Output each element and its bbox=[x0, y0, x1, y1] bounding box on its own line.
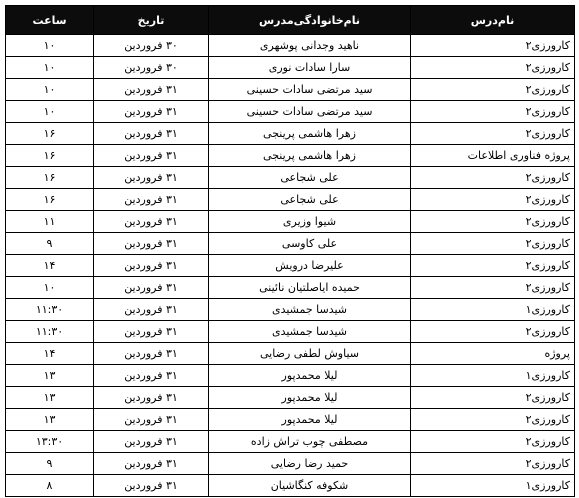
cell-time: ۹ bbox=[6, 453, 94, 475]
cell-date: ۳۱ فروردین bbox=[94, 123, 209, 145]
cell-date: ۳۱ فروردین bbox=[94, 299, 209, 321]
cell-date: ۳۱ فروردین bbox=[94, 211, 209, 233]
cell-teacher: ناهید وجدانی پوشهری bbox=[209, 35, 411, 57]
cell-time: ۱۱ bbox=[6, 211, 94, 233]
schedule-table bbox=[5, 5, 575, 497]
cell-time: ۱۳ bbox=[6, 365, 94, 387]
table-row bbox=[6, 57, 575, 79]
cell-course: کارورزی۱ bbox=[411, 299, 575, 321]
cell-teacher: حمید رضا رضایی bbox=[209, 453, 411, 475]
cell-date: ۳۱ فروردین bbox=[94, 431, 209, 453]
cell-course: کارورزی۲ bbox=[411, 101, 575, 123]
cell-teacher: زهرا هاشمی پرینجی bbox=[209, 123, 411, 145]
cell-teacher: شکوفه کنگاشیان bbox=[209, 475, 411, 497]
cell-teacher: لیلا محمدپور bbox=[209, 409, 411, 431]
cell-teacher: لیلا محمدپور bbox=[209, 365, 411, 387]
table-body bbox=[6, 35, 575, 497]
cell-teacher: علی شجاعی bbox=[209, 189, 411, 211]
cell-date: ۳۱ فروردین bbox=[94, 387, 209, 409]
cell-time: ۱۰ bbox=[6, 101, 94, 123]
cell-teacher: لیلا محمدپور bbox=[209, 387, 411, 409]
schedule-sheet bbox=[5, 5, 574, 493]
cell-teacher: شیدسا جمشیدی bbox=[209, 299, 411, 321]
cell-time: ۹ bbox=[6, 233, 94, 255]
cell-date: ۳۱ فروردین bbox=[94, 255, 209, 277]
cell-date: ۳۱ فروردین bbox=[94, 167, 209, 189]
cell-course: کارورزی۲ bbox=[411, 57, 575, 79]
cell-course: کارورزی۲ bbox=[411, 189, 575, 211]
cell-date: ۳۱ فروردین bbox=[94, 277, 209, 299]
cell-time: ۱۴ bbox=[6, 255, 94, 277]
table-row bbox=[6, 79, 575, 101]
table-row bbox=[6, 387, 575, 409]
cell-date: ۳۱ فروردین bbox=[94, 475, 209, 497]
cell-course: کارورزی۲ bbox=[411, 321, 575, 343]
cell-date: ۳۱ فروردین bbox=[94, 343, 209, 365]
cell-course: کارورزی۲ bbox=[411, 255, 575, 277]
cell-teacher: سید مرتضی سادات حسینی bbox=[209, 79, 411, 101]
table-row bbox=[6, 35, 575, 57]
cell-time: ۱۰ bbox=[6, 57, 94, 79]
cell-date: ۳۱ فروردین bbox=[94, 409, 209, 431]
cell-time: ۱۱:۳۰ bbox=[6, 299, 94, 321]
header-time: ساعت bbox=[6, 6, 94, 35]
cell-date: ۳۱ فروردین bbox=[94, 145, 209, 167]
table-header bbox=[6, 6, 575, 35]
cell-course: کارورزی۲ bbox=[411, 233, 575, 255]
cell-course: کارورزی۲ bbox=[411, 79, 575, 101]
header-teacher: نام‌خانوادگی‌مدرس bbox=[209, 6, 411, 35]
table-row bbox=[6, 211, 575, 233]
cell-course: کارورزی۲ bbox=[411, 35, 575, 57]
cell-date: ۳۱ فروردین bbox=[94, 79, 209, 101]
cell-course: کارورزی۲ bbox=[411, 409, 575, 431]
cell-date: ۳۰ فروردین bbox=[94, 57, 209, 79]
cell-time: ۱۳ bbox=[6, 409, 94, 431]
cell-time: ۱۳:۳۰ bbox=[6, 431, 94, 453]
cell-teacher: مصطفی چوب تراش زاده bbox=[209, 431, 411, 453]
header-row bbox=[6, 6, 575, 35]
cell-course: کارورزی۱ bbox=[411, 365, 575, 387]
cell-teacher: سارا سادات نوری bbox=[209, 57, 411, 79]
cell-time: ۸ bbox=[6, 475, 94, 497]
cell-course: کارورزی۲ bbox=[411, 167, 575, 189]
cell-course: پروژه فناوری اطلاعات bbox=[411, 145, 575, 167]
cell-date: ۳۱ فروردین bbox=[94, 101, 209, 123]
cell-teacher: سید مرتضی سادات حسینی bbox=[209, 101, 411, 123]
cell-date: ۳۱ فروردین bbox=[94, 321, 209, 343]
cell-teacher: علیرضا درویش bbox=[209, 255, 411, 277]
cell-course: کارورزی۲ bbox=[411, 277, 575, 299]
cell-teacher: زهرا هاشمی پرینجی bbox=[209, 145, 411, 167]
cell-teacher: علی شجاعی bbox=[209, 167, 411, 189]
cell-date: ۳۱ فروردین bbox=[94, 453, 209, 475]
table-row bbox=[6, 343, 575, 365]
cell-time: ۱۶ bbox=[6, 167, 94, 189]
cell-time: ۱۰ bbox=[6, 35, 94, 57]
table-row bbox=[6, 299, 575, 321]
cell-time: ۱۴ bbox=[6, 343, 94, 365]
cell-time: ۱۳ bbox=[6, 387, 94, 409]
table-row bbox=[6, 321, 575, 343]
table-row bbox=[6, 409, 575, 431]
cell-date: ۳۱ فروردین bbox=[94, 365, 209, 387]
cell-course: کارورزی۲ bbox=[411, 387, 575, 409]
table-row bbox=[6, 255, 575, 277]
cell-teacher: علی کاوسی bbox=[209, 233, 411, 255]
cell-course: کارورزی۱ bbox=[411, 475, 575, 497]
table-row bbox=[6, 123, 575, 145]
cell-teacher: حمیده ایاصلتیان نائینی bbox=[209, 277, 411, 299]
table-row bbox=[6, 189, 575, 211]
cell-teacher: سیاوش لطفی رضایی bbox=[209, 343, 411, 365]
table-row bbox=[6, 277, 575, 299]
table-row bbox=[6, 167, 575, 189]
table-row bbox=[6, 101, 575, 123]
cell-teacher: شیوا وزیری bbox=[209, 211, 411, 233]
cell-time: ۱۶ bbox=[6, 145, 94, 167]
header-date: تاریخ bbox=[94, 6, 209, 35]
cell-time: ۱۰ bbox=[6, 277, 94, 299]
header-course: نام‌درس bbox=[411, 6, 575, 35]
table-row bbox=[6, 233, 575, 255]
cell-time: ۱۰ bbox=[6, 79, 94, 101]
table-row bbox=[6, 145, 575, 167]
cell-time: ۱۶ bbox=[6, 189, 94, 211]
cell-teacher: شیدسا جمشیدی bbox=[209, 321, 411, 343]
cell-course: کارورزی۲ bbox=[411, 211, 575, 233]
cell-date: ۳۰ فروردین bbox=[94, 35, 209, 57]
table-row bbox=[6, 431, 575, 453]
cell-course: کارورزی۲ bbox=[411, 453, 575, 475]
cell-time: ۱۱:۳۰ bbox=[6, 321, 94, 343]
cell-time: ۱۶ bbox=[6, 123, 94, 145]
cell-course: کارورزی۲ bbox=[411, 123, 575, 145]
table-row bbox=[6, 453, 575, 475]
cell-course: پروژه bbox=[411, 343, 575, 365]
table-row bbox=[6, 475, 575, 497]
cell-date: ۳۱ فروردین bbox=[94, 233, 209, 255]
cell-date: ۳۱ فروردین bbox=[94, 189, 209, 211]
cell-course: کارورزی۲ bbox=[411, 431, 575, 453]
table-row bbox=[6, 365, 575, 387]
